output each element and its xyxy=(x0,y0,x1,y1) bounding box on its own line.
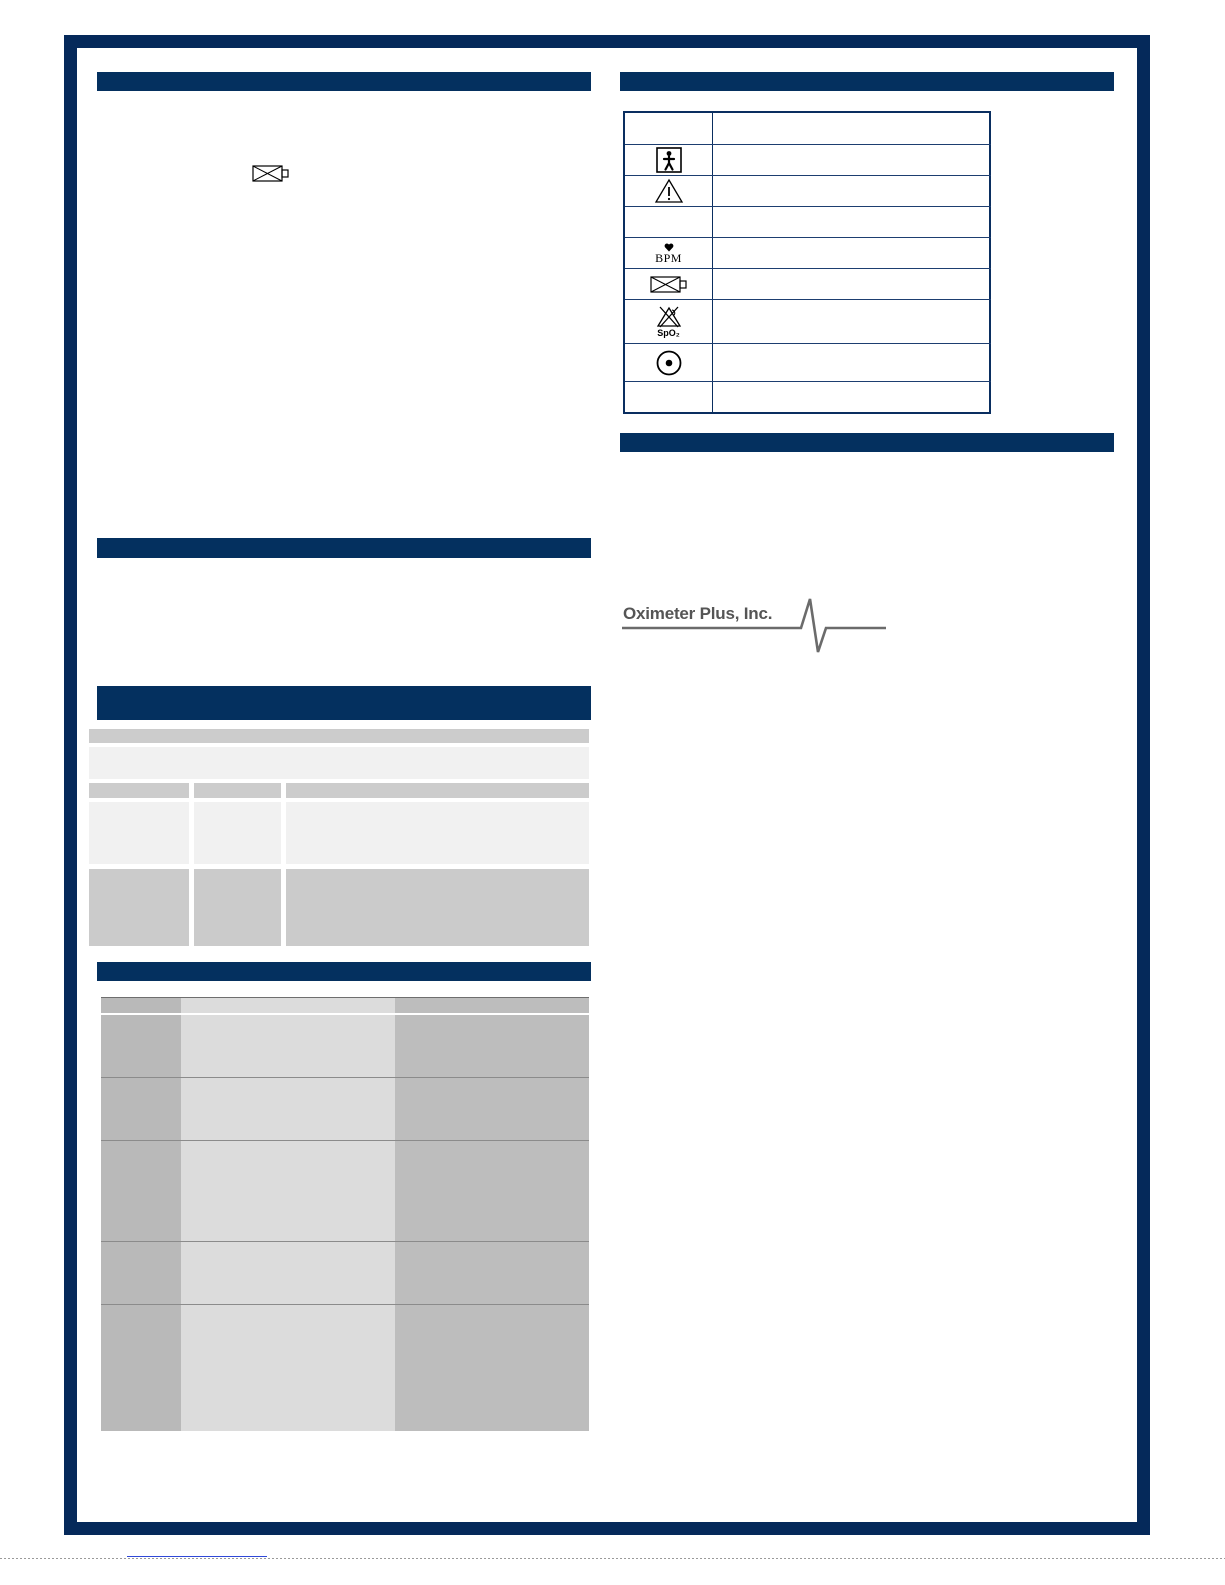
table2-row-divider-4 xyxy=(101,1304,589,1305)
table2-col2 xyxy=(181,997,395,1431)
section-bar-left-3 xyxy=(97,686,591,720)
table2-row-divider-1 xyxy=(101,1077,589,1078)
table2-header-line xyxy=(101,997,589,998)
footer-dotted-line xyxy=(0,1558,1225,1559)
symbols-table-row xyxy=(625,176,991,207)
low-battery-icon xyxy=(252,165,290,182)
symbols-table-row xyxy=(625,382,991,414)
low-battery-icon xyxy=(650,276,688,293)
table2-col3 xyxy=(395,997,589,1431)
section-bar-left-4 xyxy=(97,962,591,981)
table1-row1-cell2 xyxy=(194,802,281,864)
table1-col-header-2 xyxy=(194,783,281,798)
bpm-label: BPM xyxy=(655,250,682,265)
table1-row2-cell3 xyxy=(286,869,589,946)
type-bf-applied-part-icon xyxy=(656,147,682,173)
table1-row2-cell2 xyxy=(194,869,281,946)
table1-row1-cell1 xyxy=(89,802,189,864)
section-bar-right-2 xyxy=(620,433,1114,452)
footer-link-underline[interactable] xyxy=(127,1556,267,1557)
table1-intro-row xyxy=(89,747,589,779)
symbols-table-row xyxy=(625,344,991,382)
section-bar-right-1 xyxy=(620,72,1114,91)
company-logo xyxy=(621,595,891,655)
no-spo2-alarm-icon xyxy=(656,306,682,328)
symbols-table-row xyxy=(625,238,991,269)
logo-text: Oximeter Plus, Inc. xyxy=(623,604,773,623)
symbols-table-header-row xyxy=(625,113,991,145)
table1-header-row xyxy=(89,729,589,743)
table2-header-underline xyxy=(101,1013,589,1015)
table1-col-header-3 xyxy=(286,783,589,798)
symbols-table-row xyxy=(625,300,991,344)
table1-row2-cell1 xyxy=(89,869,189,946)
spo2-label: SpO₂ xyxy=(657,327,680,338)
symbols-table-row xyxy=(625,207,991,238)
symbols-table xyxy=(623,111,991,414)
table2-row-divider-3 xyxy=(101,1241,589,1242)
symbols-table-row xyxy=(625,145,991,176)
pulse-waveform-icon xyxy=(621,595,891,655)
table1-row1-cell3 xyxy=(286,802,589,864)
caution-warning-icon xyxy=(654,178,684,204)
section-bar-left-2 xyxy=(97,538,591,558)
table1-col-header-1 xyxy=(89,783,189,798)
power-button-icon[interactable] xyxy=(656,350,682,376)
section-bar-left-1 xyxy=(97,72,591,91)
table2-col1 xyxy=(101,997,181,1431)
table2-row-divider-2 xyxy=(101,1140,589,1141)
symbols-table-row xyxy=(625,269,991,300)
